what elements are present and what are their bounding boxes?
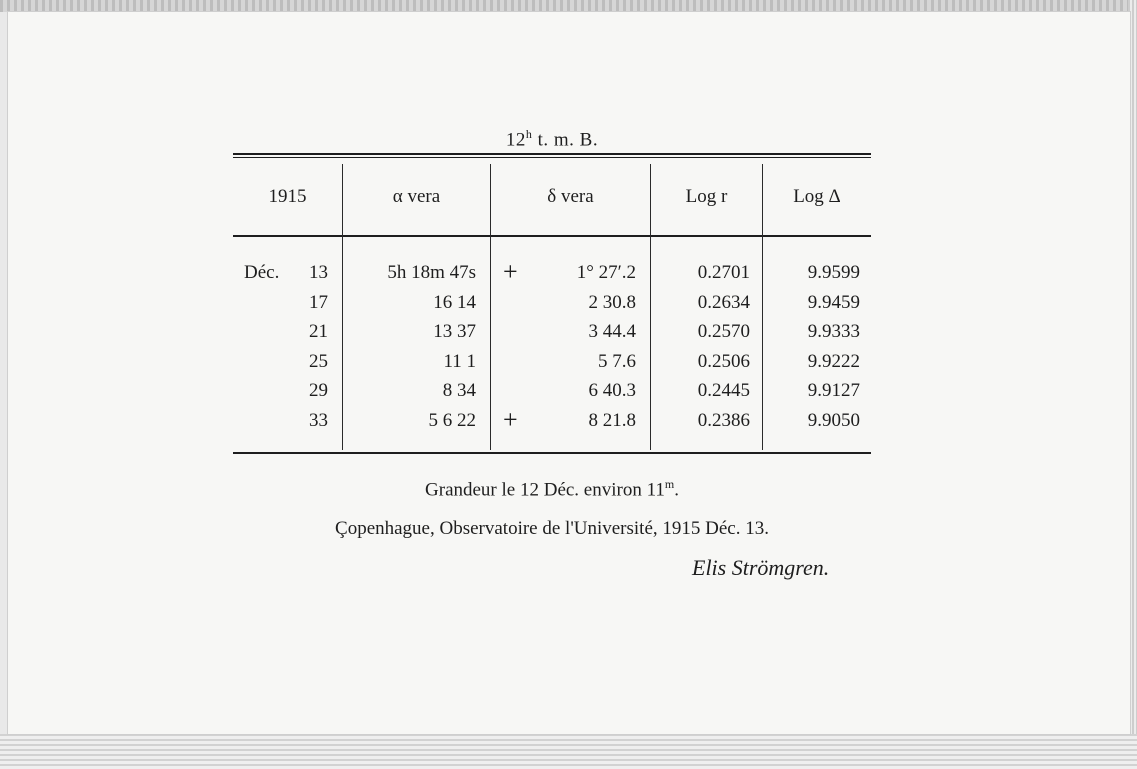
scan-bottom-edge: [0, 734, 1137, 769]
caption-main: 12: [505, 129, 526, 151]
header-year: 1915: [268, 186, 307, 207]
row-ra: 16 14: [433, 292, 476, 313]
row-log-delta: 9.9050: [807, 410, 860, 431]
magnitude-text: Grandeur le 12 Déc. environ 11: [425, 479, 665, 501]
row-ra: 11 1: [443, 351, 476, 372]
row-day: 17: [309, 292, 328, 313]
magnitude-end: .: [674, 479, 679, 501]
magnitude-sup: m: [664, 477, 675, 491]
row-ra: 5h 18m 47s: [387, 262, 476, 283]
caption-rest: t. m. B.: [532, 129, 599, 151]
document-page: [8, 12, 1130, 734]
row-log-r: 0.2506: [697, 351, 750, 372]
row-dec: 5 7.6: [598, 351, 636, 372]
header-log-r: Log r: [685, 186, 728, 207]
row-day: 25: [309, 351, 328, 372]
row-log-delta: 9.9222: [807, 351, 860, 372]
row-ra: 8 34: [442, 380, 476, 401]
place-note: Çopenhague, Observatoire de l'Université, 1915 Déc. 13.: [335, 518, 769, 539]
header-rule: [233, 235, 871, 237]
row-ra: 13 37: [433, 321, 476, 342]
table-caption: [0, 127, 1104, 151]
header-dec: δ vera: [547, 186, 594, 207]
row-log-r: 0.2445: [697, 380, 750, 401]
magnitude-note: [0, 477, 1104, 501]
table-top-rule-thin: [233, 157, 871, 158]
row-log-delta: 9.9127: [807, 380, 860, 401]
caption-sup: h: [525, 127, 533, 141]
table-bottom-rule: [233, 452, 871, 454]
table-top-rule: [233, 153, 871, 155]
row-log-r: 0.2634: [697, 292, 750, 313]
scan-top-edge: [0, 0, 1137, 12]
header-ra: α vera: [392, 186, 441, 207]
row-day: 29: [309, 380, 328, 401]
signature: Elis Strömgren.: [692, 555, 830, 580]
row-dec-sign: +: [503, 405, 518, 434]
row-day: 33: [309, 410, 328, 431]
header-log-delta: Log Δ: [793, 186, 841, 207]
row-dec-sign: +: [503, 257, 518, 286]
row-dec: 1° 27′.2: [576, 262, 636, 283]
row-dec: 6 40.3: [588, 380, 636, 401]
row-log-delta: 9.9333: [807, 321, 860, 342]
row-log-delta: 9.9599: [807, 262, 860, 283]
row-dec: 2 30.8: [588, 292, 636, 313]
row-log-r: 0.2386: [697, 410, 750, 431]
row-log-delta: 9.9459: [807, 292, 860, 313]
row-day: 13: [309, 262, 328, 283]
row-day: 21: [309, 321, 328, 342]
row-month: Déc.: [244, 262, 280, 283]
row-ra: 5 6 22: [428, 410, 476, 431]
row-log-r: 0.2701: [697, 262, 750, 283]
row-log-r: 0.2570: [697, 321, 750, 342]
row-dec: 3 44.4: [588, 321, 636, 342]
row-dec: 8 21.8: [588, 410, 636, 431]
